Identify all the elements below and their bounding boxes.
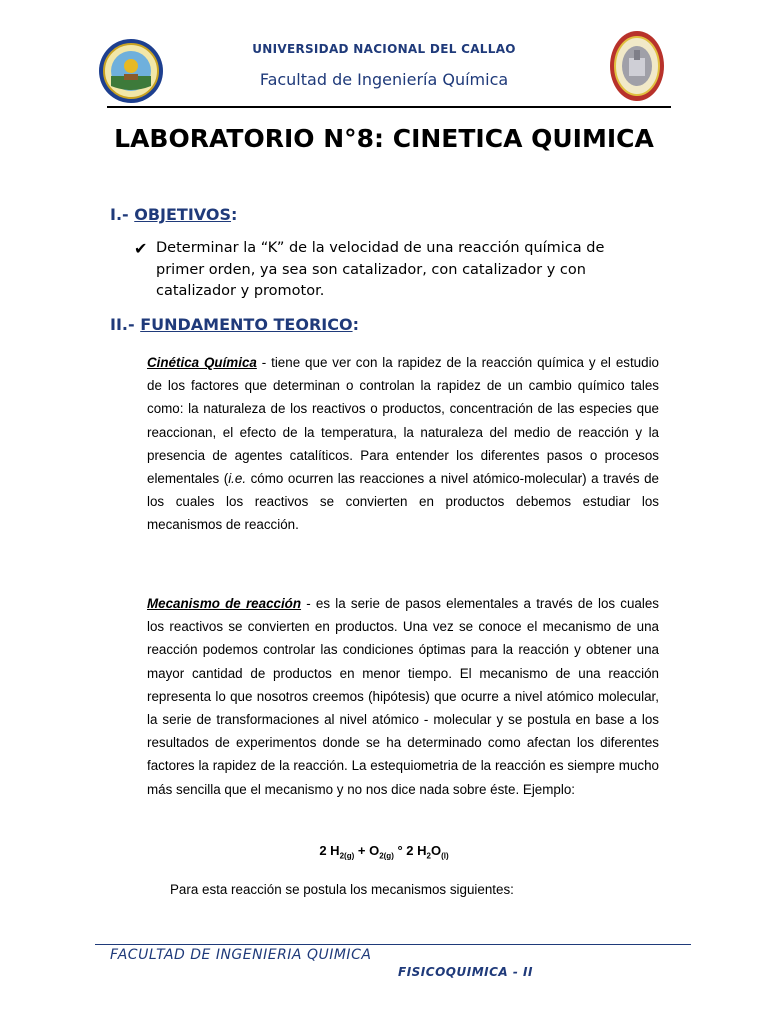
faculty-name: Facultad de Ingeniería Química — [259, 70, 509, 89]
footer-course: FISICOQUIMICA - II — [398, 965, 533, 979]
section-number: I.- — [110, 205, 135, 224]
paragraph-text: - tiene que ver con la rapidez de la reacción química y el estudio de los factores que determinan o controlan la rapidez de un cambio químico tales como: la naturaleza de los reactivos o productos, concentración de las especies que reaccionan, el efecto de la temperatura, la naturaleza del medio de reacción y la presencia de agentes catalíticos. Para entender los diferentes pasos o procesos elementales ( — [147, 355, 659, 487]
footer-faculty: FACULTAD DE INGENIERIA QUIMICA — [110, 947, 372, 963]
header-divider — [107, 106, 671, 108]
paragraph-cinetica — [147, 351, 659, 537]
paragraph-text: cómo ocurren las reacciones a nivel atómico-molecular) a través de los cuales los reactivos se convierten en productos debemos estudiar los mecanismos de reacción. — [147, 471, 660, 533]
paragraph-text: - es la serie de pasos elementales a través de los cuales los reactivos se convierten en productos. Una vez se conoce el mecanismo de una reacción podemos controlar las condiciones óptimas para la reacción y obtener una mayor cantidad de productos en menor tiempo. El mecanismo de una reacción representa lo que nosotros creemos (hipótesis) que ocurre a nivel atómico molecular, la serie de transformaciones al nivel atómico - molecular y se postula en base a los resultados de experimentos donde se ha determinado como afectan los diferentes factores la rapidez de la reacción. La estequiometria de la reacción es siempre mucho más sencilla que el mecanismo y no nos dice nada sobre éste. Ejemplo: — [147, 596, 659, 797]
section-title: OBJETIVOS — [134, 205, 232, 224]
checkmark-icon: ✔ — [134, 239, 148, 258]
abbreviation-ie: i.e. — [228, 471, 247, 487]
objective-item: Determinar la “K” de la velocidad de una reacción química de primer orden, ya sea son catalizador, con catalizador y con catalizador y promotor. — [156, 240, 605, 299]
faculty-seal-icon — [609, 30, 665, 102]
section-heading-fundamento — [110, 315, 359, 334]
university-name: UNIVERSIDAD NACIONAL DEL CALLAO — [252, 42, 516, 56]
section-heading-objectives — [110, 205, 237, 224]
section-number: II.- — [110, 315, 141, 334]
term-cinetica-quimica: Cinética Química — [147, 355, 257, 370]
document-title: LABORATORIO N°8: CINETICA QUIMICA — [114, 124, 654, 153]
footer-divider — [95, 944, 691, 945]
mechanism-intro: Para esta reacción se postula los mecanismos siguientes: — [170, 882, 514, 897]
chemical-equation: 2 $H_{2(g)} + O_{2(g)}$ ° 2 $H_2O_{(l)}$ — [319, 843, 449, 861]
section-suffix: : — [352, 315, 359, 334]
paragraph-mecanismo — [147, 592, 659, 801]
section-title: FUNDAMENTO TEORICO — [140, 315, 353, 334]
term-mecanismo-reaccion: Mecanismo de reacción — [147, 596, 302, 611]
section-suffix: : — [231, 205, 238, 224]
